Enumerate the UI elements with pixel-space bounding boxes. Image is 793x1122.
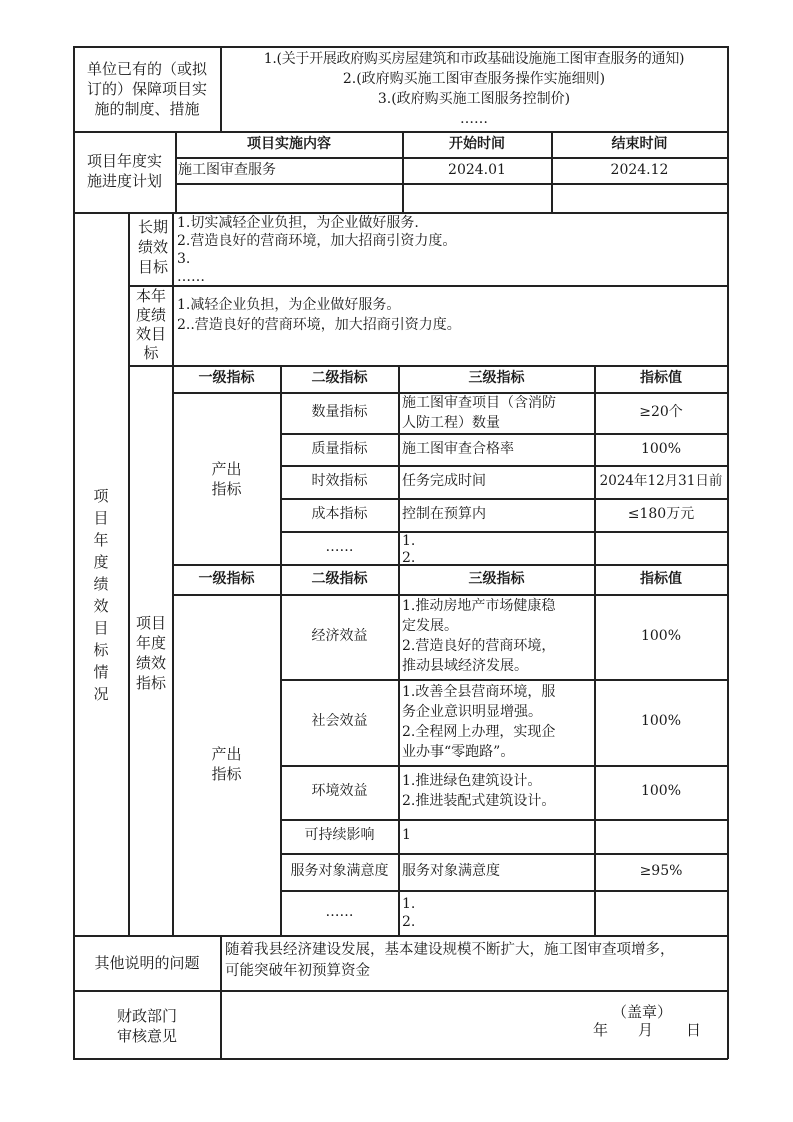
goal-line: 3. xyxy=(177,251,191,267)
other-label: 其他说明的问题 xyxy=(94,954,200,972)
output-header-level3: 三级指标 xyxy=(468,370,525,386)
goal-line: 1.切实减轻企业负担，为企业做好服务. xyxy=(177,215,419,231)
output-header-level2: 二级指标 xyxy=(311,370,368,386)
goal-line: 2.营造良好的营商环境，加大招商引资力度。 xyxy=(177,233,457,249)
effect-header-level2: 二级指标 xyxy=(311,571,368,587)
border-bottom xyxy=(73,1058,728,1060)
effect-level1-label: 产出 指标 xyxy=(211,745,242,783)
output-level1-label: 产出 指标 xyxy=(211,460,242,498)
other-text: 随着我县经济建设发展，基本建设规模不断扩大，施工图审查项增多， 可能突破年初预算资金 xyxy=(225,942,675,979)
border-right xyxy=(727,46,729,1059)
border-top xyxy=(73,46,728,48)
schedule-label: 项目年度实 施进度计划 xyxy=(86,152,162,190)
schedule-header-end: 结束时间 xyxy=(611,136,668,152)
output-header-value: 指标值 xyxy=(640,370,682,386)
performance-label: 项目年度绩效目标情况 xyxy=(93,487,109,703)
schedule-cell-end: 2024.12 xyxy=(610,162,669,178)
policy-item: 3.(政府购买施工图服务控制价) xyxy=(377,91,571,107)
seal-text: （盖章） xyxy=(612,1003,673,1021)
border-left xyxy=(73,46,75,1059)
effect-header-level3: 三级指标 xyxy=(468,571,525,587)
policy-item: 2.(政府购买施工图审查服务操作实施细则) xyxy=(342,71,606,87)
indicator-label: 项目年度绩效指标 xyxy=(135,614,166,692)
policies-list xyxy=(221,49,727,129)
output-header-level1: 一级指标 xyxy=(198,370,255,386)
schedule-cell-start: 2024.01 xyxy=(448,162,506,178)
date-month: 月 xyxy=(638,1021,654,1039)
effect-header-level1: 一级指标 xyxy=(198,571,255,587)
policy-item: 1.(关于开展政府购买房屋建筑和市政基础设施施工图审查服务的通知) xyxy=(263,51,685,67)
policy-item: …… xyxy=(460,111,488,127)
schedule-header-start: 开始时间 xyxy=(449,136,505,152)
goal-line: …… xyxy=(177,269,205,285)
policies-label: 单位已有的（或拟 订的）保障项目实 施的制度、措施 xyxy=(86,60,207,118)
schedule-cell-content: 施工图审查服务 xyxy=(178,162,276,178)
long-term-goals xyxy=(177,214,456,286)
date-year: 年 xyxy=(593,1021,609,1039)
goal-line: 2..营造良好的营商环境，加大招商引资力度。 xyxy=(177,317,461,333)
annual-goals xyxy=(177,295,461,335)
effect-header-value: 指标值 xyxy=(640,571,682,587)
date-day: 日 xyxy=(686,1021,702,1039)
long-term-label: 长期绩效目标 xyxy=(138,218,169,276)
annual-label: 本年度绩效目标 xyxy=(135,287,166,362)
goal-line: 1.减轻企业负担，为企业做好服务。 xyxy=(177,297,401,313)
finance-label: 财政部门 审核意见 xyxy=(116,1007,177,1045)
schedule-header-content: 项目实施内容 xyxy=(247,136,331,152)
